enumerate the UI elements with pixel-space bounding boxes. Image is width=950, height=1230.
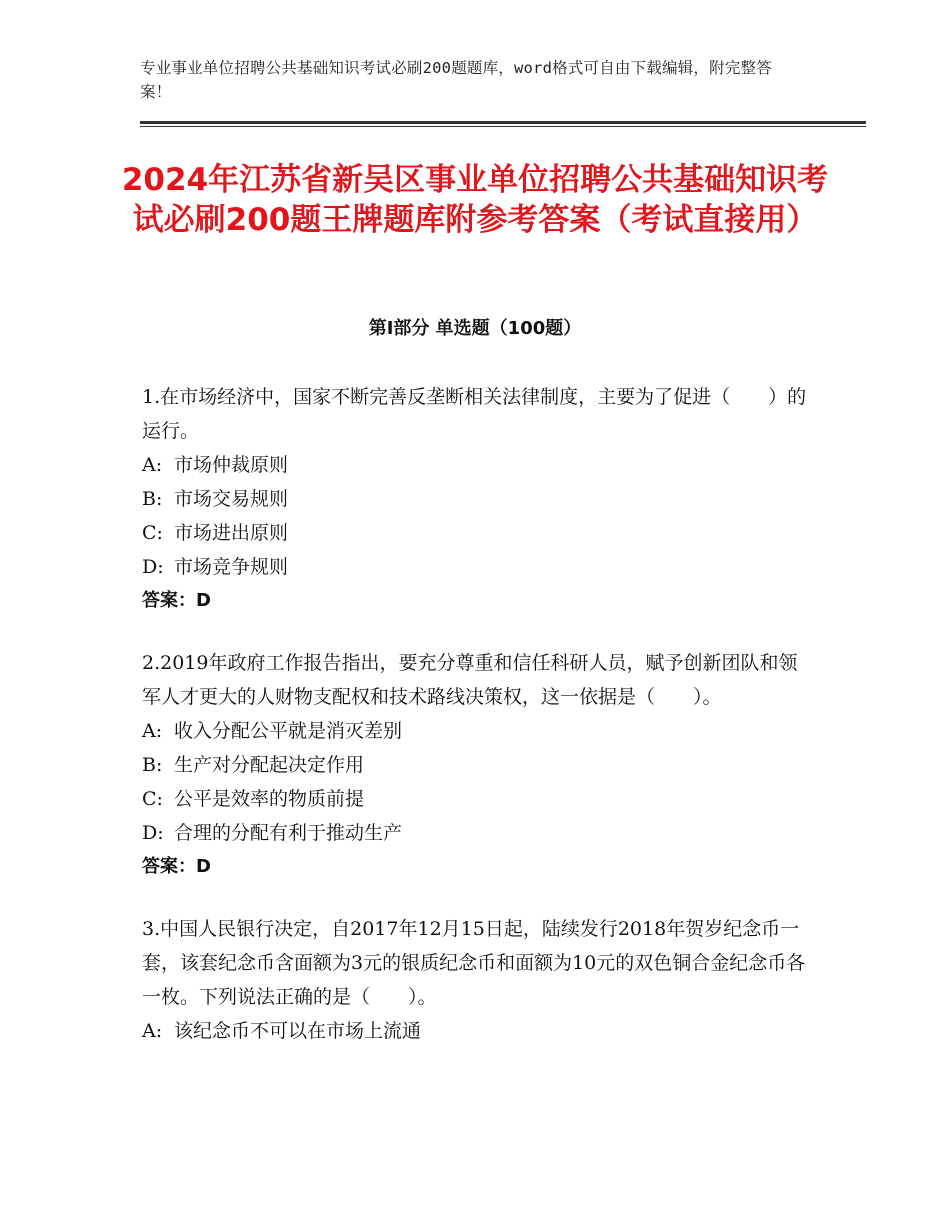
header-rule-thin [140,126,866,127]
option-letter: D: [142,822,164,844]
option-d [142,550,812,584]
answer-line: 答案：D [142,590,211,611]
document-title: 2024年江苏省新吴区事业单位招聘公共基础知识考试必刷200题王牌题库附参考答案（考试直接用） [121,162,829,238]
header-note: 专业事业单位招聘公共基础知识考试必刷200题题库，word格式可自由下载编辑，附完整答案！ [140,59,772,101]
option-a [142,714,812,748]
option-c [142,782,812,816]
answer-line: 答案：D [142,856,211,877]
option-text: 市场交易规则 [174,488,289,510]
option-text: 市场竞争规则 [174,556,289,578]
option-text: 收入分配公平就是消灭差别 [174,720,403,742]
option-text: 市场进出原则 [174,522,289,544]
option-b [142,482,812,516]
option-text: 该纪念币不可以在市场上流通 [174,1020,422,1042]
option-a [142,1014,812,1048]
option-d [142,816,812,850]
option-a [142,448,812,482]
question-stem: 1.在市场经济中，国家不断完善反垄断相关法律制度，主要为了促进（ ）的运行。 [142,386,807,442]
option-c [142,516,812,550]
question-2 [142,646,812,884]
option-text: 合理的分配有利于推动生产 [174,822,403,844]
option-letter: D: [142,556,164,578]
option-text: 生产对分配起决定作用 [174,754,365,776]
option-text: 公平是效率的物质前提 [174,788,365,810]
option-letter: C: [142,522,163,544]
question-list [142,380,812,1076]
option-letter: A: [142,1020,163,1042]
option-letter: A: [142,454,163,476]
option-b [142,748,812,782]
option-letter: B: [142,488,163,510]
option-letter: A: [142,720,163,742]
header-rule-thick [140,121,866,124]
option-text: 市场仲裁原则 [174,454,289,476]
question-stem: 2.2019年政府工作报告指出，要充分尊重和信任科研人员，赋予创新团队和领军人才更大的人财物支配权和技术路线决策权，这一依据是（ ）。 [142,652,798,708]
question-3 [142,912,812,1048]
question-1 [142,380,812,618]
question-stem: 3.中国人民银行决定，自2017年12月15日起，陆续发行2018年贺岁纪念币一套，该套纪念币含面额为3元的银质纪念币和面额为10元的双色铜合金纪念币各一枚。下列说法正确的是（ ）。 [142,918,806,1008]
option-letter: B: [142,754,163,776]
section-title: 第Ⅰ部分 单选题（100题） [368,318,582,339]
option-letter: C: [142,788,163,810]
